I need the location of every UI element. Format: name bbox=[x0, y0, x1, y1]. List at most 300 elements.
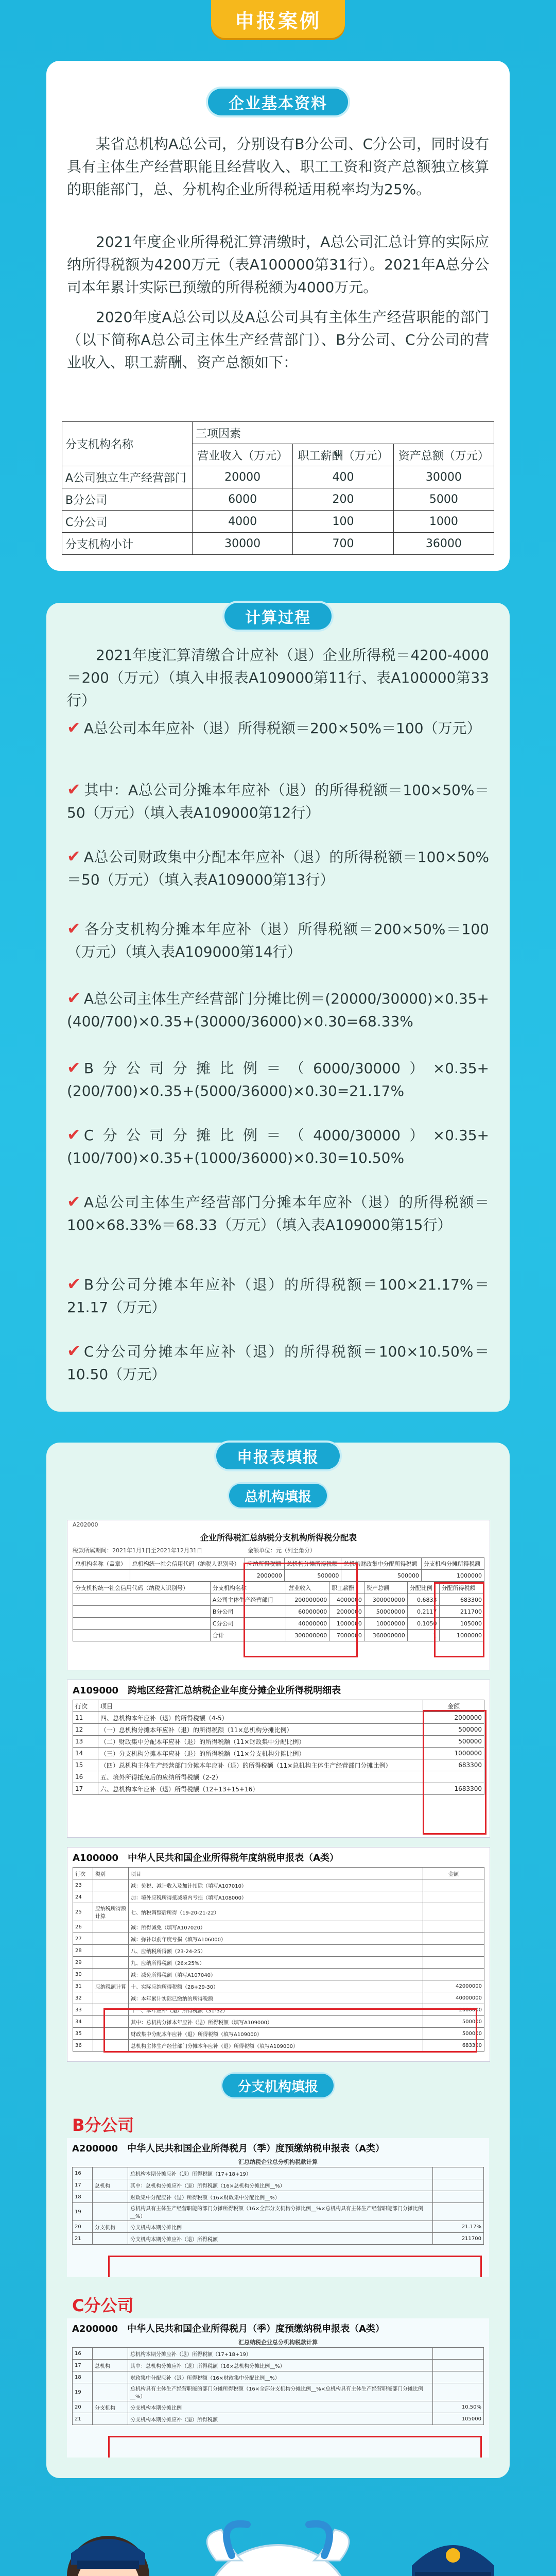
table-cell: 25 bbox=[73, 1903, 93, 1921]
table-cell: 360000000 bbox=[364, 1630, 407, 1641]
table-cell bbox=[93, 2348, 128, 2360]
table-cell: 十、实际应纳所得税额（28+29-30） bbox=[129, 1980, 423, 1992]
table-cell bbox=[433, 2203, 484, 2221]
table-cell: 20000 bbox=[193, 466, 293, 488]
table-cell: 500000 bbox=[284, 1570, 341, 1582]
table-cell: 加：境外应税所得抵减境内亏损（填写A108000） bbox=[129, 1891, 423, 1903]
table-cell: 100 bbox=[293, 511, 393, 533]
form-title: 中华人民共和国企业所得税月（季）度预缴纳税申报表（A类） bbox=[127, 2324, 385, 2334]
form-table bbox=[72, 2347, 484, 2425]
form-code: A200000 bbox=[72, 2324, 118, 2334]
form-band: 汇总纳税企业总分机构税款计算 bbox=[238, 2159, 318, 2165]
table-cell: 30 bbox=[73, 1969, 93, 1980]
table-header: 金额 bbox=[423, 1868, 484, 1879]
table-row bbox=[62, 511, 494, 533]
check-icon: ✔ bbox=[67, 779, 81, 799]
table-cell bbox=[93, 2383, 128, 2401]
table-cell: 分支机构小计 bbox=[62, 533, 193, 555]
table-cell: 6000 bbox=[193, 488, 293, 511]
sub-title: 总机构填报 bbox=[244, 1489, 312, 1505]
form-heading bbox=[67, 1683, 490, 1697]
table-cell: 2000000 bbox=[423, 1712, 484, 1724]
table-cell bbox=[93, 2371, 128, 2383]
table-header: 分支机构名称 bbox=[210, 1582, 286, 1594]
table-cell: 17 bbox=[73, 2179, 93, 2191]
branch-b-label: B分公司 bbox=[72, 2115, 134, 2135]
table-cell bbox=[423, 1891, 484, 1903]
table-row bbox=[73, 2167, 484, 2179]
table-row bbox=[73, 1992, 484, 2004]
table-cell bbox=[130, 1570, 245, 1582]
table-cell: 17 bbox=[73, 1783, 98, 1795]
highlight-box bbox=[108, 2256, 482, 2277]
table-cell: 1000000 bbox=[422, 1570, 484, 1582]
form-a202000 bbox=[67, 1520, 490, 1670]
table-cell: 40000000 bbox=[423, 1992, 484, 2004]
calc-text: B分公司分摊比例＝（6000/30000）×0.35+(200/700)×0.35+(5000/36000)×0.30=21.17% bbox=[67, 1060, 489, 1099]
calc-item bbox=[67, 987, 489, 1033]
table-cell: 2000000 bbox=[329, 1606, 364, 1618]
form-code: A202000 bbox=[73, 1521, 98, 1528]
table-cell: 其中：总机构分摊应补（退）所得税额（16×总机构分摊比例__%） bbox=[128, 2179, 433, 2191]
table-cell: 总机构主体生产经营部门分摊本年应补（退）所得税额（填写A109000） bbox=[129, 2040, 423, 2052]
table-cell: 八、应纳税所得额（23-24-25） bbox=[129, 1945, 423, 1957]
table-cell: 27 bbox=[73, 1933, 93, 1945]
table-cell: 300000000 bbox=[364, 1594, 407, 1606]
table-cell: 分支机构本期分摊比例 bbox=[128, 2401, 433, 2413]
table-cell: 1683300 bbox=[423, 1783, 484, 1795]
table-cell: 23 bbox=[73, 1879, 93, 1891]
table-cell bbox=[423, 1879, 484, 1891]
calc-item bbox=[67, 716, 489, 740]
highlight-box bbox=[103, 2008, 477, 2053]
table-cell: 21 bbox=[73, 2233, 93, 2245]
table-row bbox=[73, 2233, 484, 2245]
table-cell: 合计 bbox=[210, 1630, 286, 1641]
table-cell: 30000 bbox=[393, 466, 494, 488]
table-cell: 683300 bbox=[423, 1759, 484, 1771]
form-title: 跨地区经营汇总纳税企业年度分摊企业所得税明细表 bbox=[128, 1685, 341, 1696]
table-cell: 40000000 bbox=[286, 1618, 329, 1630]
table-row bbox=[73, 2203, 484, 2221]
table-cell: 19 bbox=[73, 2203, 93, 2221]
table-header: 总机构统一社会信用代码（纳税人识别号） bbox=[130, 1558, 245, 1570]
table-cell bbox=[93, 1933, 129, 1945]
table-cell: 应纳税额计算 bbox=[93, 1980, 129, 1992]
table-row bbox=[62, 488, 494, 511]
calc-text: C分公司分摊本年应补（退）的所得税额＝100×10.50%＝10.50（万元） bbox=[67, 1343, 489, 1383]
table-cell: 四、总机构本年应补（退）的所得税额（4-5） bbox=[98, 1712, 423, 1724]
table-cell: 分支机构本期分摊比例 bbox=[128, 2221, 433, 2233]
filing-card bbox=[46, 1443, 510, 2478]
table-cell: （三）分支机构分摊本年应补（退）的所得税额（11×分支机构分摊比例） bbox=[98, 1748, 423, 1759]
calc-text: A总公司主体生产经营部门分摊比例＝(20000/30000)×0.35+(400/700)×0.35+(30000/36000)×0.30=68.33% bbox=[67, 990, 489, 1030]
table-cell: 减：减免所得税额（填写A107040） bbox=[129, 1969, 423, 1980]
table-cell bbox=[93, 1945, 129, 1957]
table-cell bbox=[93, 1969, 129, 1980]
table-row bbox=[73, 1945, 484, 1957]
header-title: 申报案例 bbox=[234, 9, 321, 32]
calc-item bbox=[67, 1056, 489, 1103]
table-row bbox=[73, 1903, 484, 1921]
table-cell: 28 bbox=[73, 1945, 93, 1957]
table-cell: 10000000 bbox=[364, 1618, 407, 1630]
mascot-illustration bbox=[0, 2504, 556, 2576]
table-cell: 财政集中分配应补（退）所得税额（16×财政集中分配比例__%） bbox=[128, 2371, 433, 2383]
sub-title: 分支机构填报 bbox=[237, 2079, 319, 2095]
table-cell: 33 bbox=[73, 2004, 93, 2016]
table-cell: 14 bbox=[73, 1748, 98, 1759]
check-icon: ✔ bbox=[67, 988, 81, 1008]
table-cell bbox=[433, 2348, 484, 2360]
officer-female-figure bbox=[46, 2536, 154, 2576]
table-cell bbox=[423, 1933, 484, 1945]
table-cell bbox=[93, 2233, 128, 2245]
table-cell: 分支机构 bbox=[93, 2221, 128, 2233]
table-cell: 分支机构本期分摊应补（退）所得税额 bbox=[128, 2413, 433, 2425]
table-cell: 60000000 bbox=[286, 1606, 329, 1618]
table-cell bbox=[423, 1921, 484, 1933]
table-header: 职工薪酬 bbox=[329, 1582, 364, 1594]
table-cell: （二）财政集中分配本年应补（退）的所得税额（11×财政集中分配比例） bbox=[98, 1736, 423, 1748]
form-code: A100000 bbox=[73, 1853, 119, 1863]
table-cell bbox=[73, 1570, 130, 1582]
table-header: 分支机构分摊所得税额 bbox=[422, 1558, 484, 1570]
table-header: 分支机构统一社会信用代码（纳税人识别号） bbox=[73, 1582, 211, 1594]
form-code: A200000 bbox=[72, 2143, 118, 2154]
calc-item bbox=[67, 917, 489, 963]
table-header: 项目 bbox=[129, 1868, 423, 1879]
section-title: 企业基本资料 bbox=[229, 95, 327, 113]
table-row bbox=[73, 2383, 484, 2401]
table-cell: C分公司 bbox=[62, 511, 193, 533]
table-cell bbox=[93, 1921, 129, 1933]
table-cell: 0.2117 bbox=[407, 1606, 439, 1618]
table-cell: 683300 bbox=[439, 1594, 484, 1606]
table-cell: 总机构 bbox=[93, 2179, 128, 2191]
calc-intro: 2021年度汇算清缴合计应补（退）企业所得税＝4200-4000＝200（万元）（填入申报表A109000第11行、表A100000第33行） bbox=[67, 647, 489, 709]
table-cell: 36 bbox=[73, 2040, 93, 2052]
table-cell: 16 bbox=[73, 1771, 98, 1783]
table-cell: 七、纳税调整后所得（19-20-21-22） bbox=[129, 1903, 423, 1921]
form-code: A109000 bbox=[73, 1685, 119, 1696]
check-icon: ✔ bbox=[67, 1341, 81, 1361]
form-a200000-b bbox=[67, 2138, 489, 2277]
table-cell: 1000000 bbox=[329, 1618, 364, 1630]
table-cell: 200000000 bbox=[286, 1594, 329, 1606]
table-cell: 17 bbox=[73, 2360, 93, 2371]
section-title: 计算过程 bbox=[245, 609, 311, 627]
table-cell: 42000000 bbox=[423, 1980, 484, 1992]
table-cell: 30000 bbox=[193, 533, 293, 555]
calc-item bbox=[67, 1123, 489, 1170]
table-cell: 26 bbox=[73, 1921, 93, 1933]
check-icon: ✔ bbox=[67, 1125, 81, 1144]
table-cell: 1 bbox=[407, 1630, 439, 1641]
table-row bbox=[73, 2221, 484, 2233]
table-cell: A公司独立生产经营部门 bbox=[62, 466, 193, 488]
table-cell: 0.6833 bbox=[407, 1594, 439, 1606]
highlight-box bbox=[108, 2436, 482, 2458]
table-cell: 34 bbox=[73, 2016, 93, 2028]
table-cell: 35 bbox=[73, 2028, 93, 2040]
table-cell: 15 bbox=[73, 1759, 98, 1771]
form-a100000 bbox=[67, 1847, 490, 2062]
factor-table bbox=[62, 421, 494, 555]
check-icon: ✔ bbox=[67, 1192, 81, 1211]
form-a109000 bbox=[67, 1680, 490, 1838]
form-title: 企业所得税汇总纳税分支机构所得税分配表 bbox=[200, 1533, 357, 1543]
highlight-box bbox=[434, 1582, 484, 1657]
calc-item bbox=[67, 778, 489, 824]
table-row bbox=[73, 1957, 484, 1969]
table-cell: 分支机构本期分摊应补（退）所得税额 bbox=[128, 2233, 433, 2245]
table-header: 资产总额 bbox=[364, 1582, 407, 1594]
table-row bbox=[73, 1933, 484, 1945]
table-row bbox=[62, 466, 494, 488]
table-cell bbox=[433, 2179, 484, 2191]
table-cell bbox=[93, 2167, 128, 2179]
table-row bbox=[73, 2348, 484, 2360]
calc-item bbox=[67, 1190, 489, 1236]
table-cell: 16 bbox=[73, 2167, 93, 2179]
table-cell: 29 bbox=[73, 1957, 93, 1969]
table-cell: 300000000 bbox=[286, 1630, 329, 1641]
table-header: 职工薪酬（万元） bbox=[293, 444, 393, 466]
table-cell: 0.1050 bbox=[407, 1618, 439, 1630]
table-cell: 683300 bbox=[423, 2040, 484, 2052]
calc-item bbox=[67, 1273, 489, 1319]
table-cell: 20 bbox=[73, 2221, 93, 2233]
section-title-pill bbox=[216, 1443, 340, 1469]
table-cell: 1000 bbox=[393, 511, 494, 533]
table-cell: 500000 bbox=[423, 1724, 484, 1736]
table-cell bbox=[93, 1891, 129, 1903]
table-cell: 18 bbox=[73, 2371, 93, 2383]
table-cell: 19 bbox=[73, 2383, 93, 2401]
table-cell bbox=[73, 1606, 211, 1618]
table-cell bbox=[423, 1903, 484, 1921]
table-header: 行次 bbox=[73, 1700, 98, 1712]
table-cell bbox=[433, 2360, 484, 2371]
table-cell: 5000 bbox=[393, 488, 494, 511]
table-cell: 分支机构 bbox=[93, 2401, 128, 2413]
table-row bbox=[73, 2413, 484, 2425]
table-cell: 105000 bbox=[433, 2413, 484, 2425]
table-header: 营业收入（万元） bbox=[193, 444, 293, 466]
table-row bbox=[73, 1969, 484, 1980]
paragraph: 2021年度企业所得税汇算清缴时，A总公司汇总计算的实际应纳所得税额为4200万元（表A100000第31行）。2021年A总分公司本年累计实际已预缴的所得税额为4000万元。 bbox=[67, 233, 489, 296]
table-cell: 500000 bbox=[423, 2016, 484, 2028]
check-icon: ✔ bbox=[67, 718, 81, 737]
table-cell bbox=[93, 1957, 129, 1969]
table-cell: 2000000 bbox=[423, 2004, 484, 2016]
table-cell: 500000 bbox=[423, 1736, 484, 1748]
table-cell: 21 bbox=[73, 2413, 93, 2425]
table-cell: 总机构 bbox=[93, 2360, 128, 2371]
table-cell: 4000 bbox=[193, 511, 293, 533]
table-row bbox=[73, 2360, 484, 2371]
table-header: 总机构财政集中分配所得税额 bbox=[341, 1558, 422, 1570]
table-cell: 应纳税所得额计算 bbox=[93, 1903, 129, 1921]
table-cell bbox=[423, 1957, 484, 1969]
table-cell: 减：免税、减计收入及加计扣除（填写A107010） bbox=[129, 1879, 423, 1891]
table-row bbox=[73, 1921, 484, 1933]
form-heading bbox=[67, 2141, 489, 2155]
table-cell: 总机构具有主体生产经营职能的部门分摊所得税额（16×全部分支机构分摊比例__%×总机构具有主体生产经营职能部门分摊比例__%） bbox=[128, 2203, 433, 2221]
table-cell: 50000000 bbox=[364, 1606, 407, 1618]
table-cell: 总机构具有主体生产经营职能的部门分摊所得税额（16×全部分支机构分摊比例__%×总机构具有主体生产经营职能部门分摊比例__%） bbox=[128, 2383, 433, 2401]
table-cell bbox=[423, 1969, 484, 1980]
table-cell: 211700 bbox=[433, 2233, 484, 2245]
table-header: 分支机构名称 bbox=[62, 422, 193, 466]
table-cell bbox=[423, 1945, 484, 1957]
table-row bbox=[73, 1879, 484, 1891]
section-title: 申报表填报 bbox=[237, 1449, 319, 1467]
table-header: 分配所得税额 bbox=[439, 1582, 484, 1594]
form-heading bbox=[67, 1851, 490, 1864]
section-title-pill bbox=[224, 603, 332, 630]
check-icon: ✔ bbox=[67, 919, 81, 938]
table-header: 总机构名称（盖章） bbox=[73, 1558, 130, 1570]
table-cell: 六、总机构本年应补（退）所得税额（12+13+15+16） bbox=[98, 1783, 423, 1795]
table-cell: 211700 bbox=[439, 1606, 484, 1618]
calc-text: 其中：A总公司分摊本年应补（退）的所得税额＝100×50%＝50（万元）（填入表A109000第12行） bbox=[67, 782, 489, 821]
form-table bbox=[72, 2167, 484, 2245]
company-info-card bbox=[46, 61, 510, 571]
table-cell: 1000000 bbox=[423, 1748, 484, 1759]
table-header: 资产总额（万元） bbox=[393, 444, 494, 466]
form-title: 中华人民共和国企业所得税年度纳税申报表（A类） bbox=[128, 1853, 339, 1863]
table-header: 营业收入 bbox=[286, 1582, 329, 1594]
check-icon: ✔ bbox=[67, 846, 81, 866]
table-cell bbox=[433, 2371, 484, 2383]
table-cell: 16 bbox=[73, 2348, 93, 2360]
table-cell: 五、境外所得抵免后的应纳所得税额（2-2） bbox=[98, 1771, 423, 1783]
table-cell: 减：所得减免（填写A107020） bbox=[129, 1921, 423, 1933]
paragraph: 某省总机构A总公司，分别设有B分公司、C分公司，同时设有具有主体生产经营职能且经营收入、职工工资和资产总额独立核算的职能部门，总、分机构企业所得税适用税率均为25%。 bbox=[67, 135, 489, 198]
table-row bbox=[73, 1980, 484, 1992]
branch-c-label: C分公司 bbox=[72, 2296, 134, 2315]
table-cell: 32 bbox=[73, 1992, 93, 2004]
section-title-pill bbox=[208, 89, 348, 115]
table-header: 金额 bbox=[423, 1700, 484, 1712]
table-cell bbox=[93, 2191, 128, 2203]
table-cell: 减：本年累计实际已缴纳的所得税额 bbox=[129, 1992, 423, 2004]
calc-item bbox=[67, 845, 489, 891]
table-cell: 其中：总机构分摊本年应补（退）所得税额（填写A109000） bbox=[129, 2016, 423, 2028]
table-cell bbox=[93, 1879, 129, 1891]
table-cell bbox=[73, 1630, 211, 1641]
calc-item bbox=[67, 1340, 489, 1386]
table-cell: 18 bbox=[73, 2191, 93, 2203]
table-cell: 36000 bbox=[393, 533, 494, 555]
check-icon: ✔ bbox=[67, 1274, 81, 1294]
table-cell: 十一、本年应补（退）所得税额（31-32） bbox=[129, 2004, 423, 2016]
officer-male-figure bbox=[399, 2545, 525, 2576]
table-cell: 10.50% bbox=[433, 2401, 484, 2413]
table-cell: 九、应纳所得税额（26×25%） bbox=[129, 1957, 423, 1969]
calc-text: B分公司分摊本年应补（退）的所得税额＝100×21.17%＝21.17（万元） bbox=[67, 1276, 489, 1316]
table-cell: A公司主体生产经营部门 bbox=[210, 1594, 286, 1606]
table-cell bbox=[433, 2191, 484, 2203]
goat-mascot-figure bbox=[206, 2524, 350, 2576]
table-cell: 7000000 bbox=[329, 1630, 364, 1641]
calc-text: A总公司主体生产经营部门分摊本年应补（退）的所得税额＝100×68.33%＝68.33（万元）（填入表A109000第15行） bbox=[67, 1194, 489, 1233]
table-cell: 减：弥补以前年度亏损（填写A106000） bbox=[129, 1933, 423, 1945]
form-period: 税款所属期间：2021年1月1日至2021年12月31日 金额单位：元（列至角分） bbox=[73, 1547, 316, 1554]
table-row bbox=[73, 2179, 484, 2191]
table-cell: 700 bbox=[293, 533, 393, 555]
header-tab bbox=[211, 0, 345, 38]
sub-title-pill bbox=[222, 2074, 334, 2097]
table-cell bbox=[73, 1618, 211, 1630]
calculation-card bbox=[46, 603, 510, 1412]
table-cell: 500000 bbox=[423, 2028, 484, 2040]
form-band: 汇总纳税企业总分机构税款计算 bbox=[238, 2339, 318, 2346]
table-cell: 财政集中分配本年应补（退）所得税额（填写A109000） bbox=[129, 2028, 423, 2040]
table-cell bbox=[93, 2413, 128, 2425]
table-cell: 400 bbox=[293, 466, 393, 488]
highlight-box bbox=[244, 1563, 358, 1657]
table-cell: 24 bbox=[73, 1891, 93, 1903]
table-cell: B分公司 bbox=[210, 1606, 286, 1618]
table-cell: 12 bbox=[73, 1724, 98, 1736]
table-header: 应纳所得税额 bbox=[245, 1558, 284, 1570]
table-row bbox=[62, 533, 494, 555]
table-cell bbox=[433, 2167, 484, 2179]
table-cell: 105000 bbox=[439, 1618, 484, 1630]
table-cell bbox=[93, 2203, 128, 2221]
calc-text: C分公司分摊比例＝（4000/30000）×0.35+(100/700)×0.35+(1000/36000)×0.30=10.50% bbox=[67, 1127, 489, 1166]
table-header: 项目 bbox=[98, 1700, 423, 1712]
table-cell: 4000000 bbox=[329, 1594, 364, 1606]
table-row bbox=[73, 2401, 484, 2413]
check-icon: ✔ bbox=[67, 1058, 81, 1077]
calc-text: A总公司本年应补（退）所得税额＝200×50%＝100（万元） bbox=[83, 720, 481, 737]
table-cell: B分公司 bbox=[62, 488, 193, 511]
calc-text: 各分支机构分摊本年应补（退）所得税额＝200×50%＝100（万元）（填入表A109000第14行） bbox=[67, 921, 489, 960]
highlight-box bbox=[423, 1710, 486, 1835]
table-cell: 20 bbox=[73, 2401, 93, 2413]
form-title: 中华人民共和国企业所得税月（季）度预缴纳税申报表（A类） bbox=[127, 2143, 385, 2154]
paragraph: 2020年度A总公司以及A总公司具有主体生产经营职能的部门（以下简称A总公司主体生产经营部门）、B分公司、C分公司的营业收入、职工薪酬、资产总额如下： bbox=[67, 309, 489, 371]
table-cell bbox=[73, 1594, 211, 1606]
table-cell: 13 bbox=[73, 1736, 98, 1748]
table-cell: 总机构本期分摊应补（退）所得税额（17+18+19） bbox=[128, 2167, 433, 2179]
table-cell bbox=[93, 1992, 129, 2004]
table-cell: （四）总机构主体生产经营部门分摊本年应补（退）的所得税额（11×总机构主体生产经营部门分摊比例） bbox=[98, 1759, 423, 1771]
sub-title-pill bbox=[229, 1484, 327, 1507]
table-cell: 其中：总机构分摊应补（退）所得税额（16×总机构分摊比例__%） bbox=[128, 2360, 433, 2371]
table-row bbox=[73, 2191, 484, 2203]
table-cell: 2000000 bbox=[245, 1570, 284, 1582]
table-cell: 总机构本期分摊应补（退）所得税额（17+18+19） bbox=[128, 2348, 433, 2360]
form-a200000-c bbox=[67, 2318, 489, 2458]
table-header: 三项因素 bbox=[193, 422, 494, 444]
table-row bbox=[73, 1891, 484, 1903]
table-cell: （一）总机构分摊本年应补（退）的所得税额（11×总机构分摊比例） bbox=[98, 1724, 423, 1736]
table-row bbox=[73, 2371, 484, 2383]
table-cell bbox=[433, 2383, 484, 2401]
table-cell: 31 bbox=[73, 1980, 93, 1992]
table-header: 行次 bbox=[73, 1868, 93, 1879]
table-cell: 1000000 bbox=[439, 1630, 484, 1641]
table-cell: 21.17% bbox=[433, 2221, 484, 2233]
table-header: 总机构分摊所得税额 bbox=[284, 1558, 341, 1570]
calc-text: A总公司财政集中分配本年应补（退）的所得税额＝100×50%＝50（万元）（填入表A109000第13行） bbox=[67, 849, 489, 888]
table-cell: C分公司 bbox=[210, 1618, 286, 1630]
